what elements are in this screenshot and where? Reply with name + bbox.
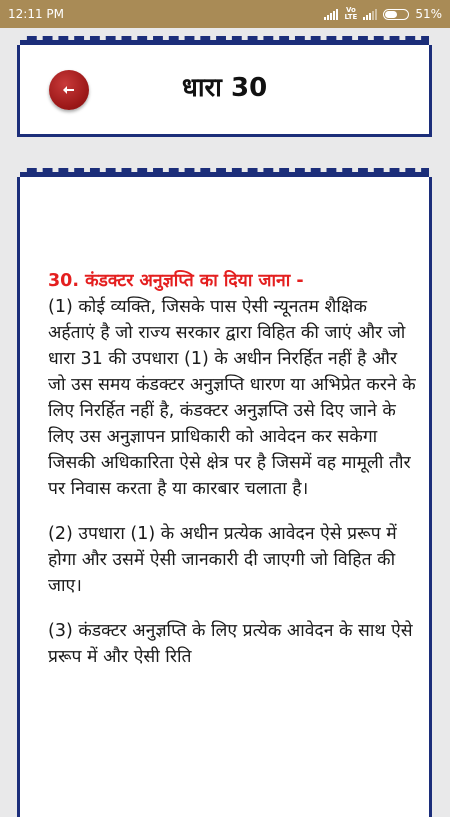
paragraph: (2) उपधारा (1) के अधीन प्रत्येक आवेदन ऐसे प्ररूप में होगा और उसमें ऐसी जानकारी दी जाएगी जो विहित की जाए। <box>48 524 397 596</box>
volte-indicator: Vo LTE <box>344 6 358 21</box>
status-time: 12:11 PM <box>8 7 64 21</box>
content-card <box>17 177 432 817</box>
page-title: धारा 30 <box>181 73 268 103</box>
battery-percent: 51% <box>415 7 442 21</box>
header-border-decoration <box>20 36 429 48</box>
header-card <box>17 45 432 137</box>
signal-icon-secondary <box>363 9 377 20</box>
signal-icon <box>324 9 338 20</box>
battery-icon <box>383 9 409 20</box>
paragraph: (1) कोई व्यक्ति, जिसके पास ऐसी न्यूनतम शैक्षिक अर्हताएं है जो राज्य सरकार द्वारा विहित की जाएं और जो धारा 31 की उपधारा (1) के अधीन निरर्हित नहीं है और जो उस समय कंडक्टर अनुज्ञप्ति धारण या अभिप्रेत करने के लिए निरर्हित नहीं है, कंडक्टर अनुज्ञप्ति उसे दिए जाने के लिए उस अनुज्ञापन प्राधिकारी को आवेदन कर सकेगा जिसकी अधिकारिता ऐसे क्षेत्र पर है जिसमें वह मामूली तौर पर निवास करता है या कारबार चलाता है। <box>48 297 416 499</box>
paragraph: (3) कंडक्टर अनुज्ञप्ति के लिए प्रत्येक आवेदन के साथ ऐसे प्ररूप में और ऐसी रिति <box>48 621 413 667</box>
section-text <box>48 268 417 689</box>
status-bar <box>0 0 450 28</box>
section-heading: 30. कंडक्टर अनुज्ञप्ति का दिया जाना - <box>48 271 304 291</box>
status-icons <box>324 7 442 21</box>
content-border-decoration <box>20 168 429 180</box>
